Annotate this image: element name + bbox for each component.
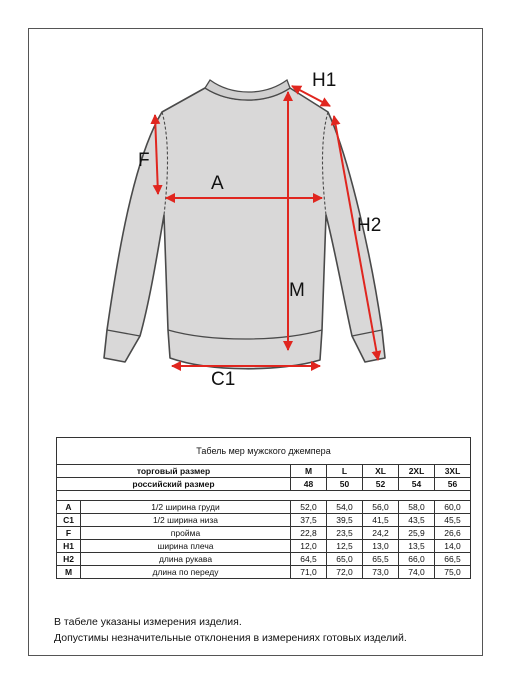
row-value: 64,5 (291, 553, 327, 566)
sweater-shape (104, 88, 385, 369)
row-value: 75,0 (435, 566, 471, 579)
table-row (57, 527, 471, 540)
row-value: 54,0 (327, 501, 363, 514)
note-line-2: Допустимы незначительные отклонения в измерениях готовых изделий. (54, 632, 407, 644)
label-C1: C1 (211, 369, 236, 390)
row-value: 37,5 (291, 514, 327, 527)
row-desc: пройма (81, 527, 291, 540)
trade-size-label: торговый размер (57, 465, 291, 478)
row-value: 60,0 (435, 501, 471, 514)
row-value: 14,0 (435, 540, 471, 553)
row-value: 25,9 (399, 527, 435, 540)
row-value: 39,5 (327, 514, 363, 527)
row-value: 52,0 (291, 501, 327, 514)
russian-size-cell: 56 (435, 478, 471, 491)
row-value: 22,8 (291, 527, 327, 540)
row-value: 66,5 (435, 553, 471, 566)
row-desc: 1/2 ширина низа (81, 514, 291, 527)
row-value: 72,0 (327, 566, 363, 579)
row-value: 65,5 (363, 553, 399, 566)
trade-size-cell: 3XL (435, 465, 471, 478)
size-chart-table (56, 437, 471, 579)
trade-size-cell: 2XL (399, 465, 435, 478)
row-value: 45,5 (435, 514, 471, 527)
table-row (57, 566, 471, 579)
row-value: 24,2 (363, 527, 399, 540)
row-code: H2 (57, 553, 81, 566)
row-value: 13,0 (363, 540, 399, 553)
row-value: 12,5 (327, 540, 363, 553)
russian-size-cell: 48 (291, 478, 327, 491)
row-value: 12,0 (291, 540, 327, 553)
row-code: F (57, 527, 81, 540)
trade-size-cell: M (291, 465, 327, 478)
table-row (57, 540, 471, 553)
trade-size-cell: L (327, 465, 363, 478)
row-value: 43,5 (399, 514, 435, 527)
row-code: M (57, 566, 81, 579)
russian-size-cell: 50 (327, 478, 363, 491)
row-value: 58,0 (399, 501, 435, 514)
label-H2: H2 (357, 215, 382, 236)
russian-size-cell: 52 (363, 478, 399, 491)
row-value: 56,0 (363, 501, 399, 514)
row-value: 23,5 (327, 527, 363, 540)
row-desc: длина по переду (81, 566, 291, 579)
table-spacer (57, 491, 471, 501)
row-code: A (57, 501, 81, 514)
russian-size-cell: 54 (399, 478, 435, 491)
table-row (57, 553, 471, 566)
russian-size-label: российский размер (57, 478, 291, 491)
trade-size-row (57, 465, 471, 478)
row-desc: 1/2 ширина груди (81, 501, 291, 514)
row-value: 41,5 (363, 514, 399, 527)
note-line-1: В табеле указаны измерения изделия. (54, 616, 242, 628)
row-value: 74,0 (399, 566, 435, 579)
label-H1: H1 (312, 70, 337, 91)
row-value: 13,5 (399, 540, 435, 553)
row-value: 26,6 (435, 527, 471, 540)
label-A: A (211, 173, 224, 194)
table-row (57, 514, 471, 527)
label-F: F (138, 150, 150, 171)
trade-size-cell: XL (363, 465, 399, 478)
label-M: M (289, 280, 305, 301)
row-value: 71,0 (291, 566, 327, 579)
row-desc: длина рукава (81, 553, 291, 566)
row-desc: ширина плеча (81, 540, 291, 553)
row-code: C1 (57, 514, 81, 527)
row-code: H1 (57, 540, 81, 553)
table-row (57, 501, 471, 514)
row-value: 65,0 (327, 553, 363, 566)
row-value: 66,0 (399, 553, 435, 566)
notes (54, 614, 407, 646)
russian-size-row (57, 478, 471, 491)
table-title: Табель мер мужского джемпера (57, 438, 471, 465)
row-value: 73,0 (363, 566, 399, 579)
